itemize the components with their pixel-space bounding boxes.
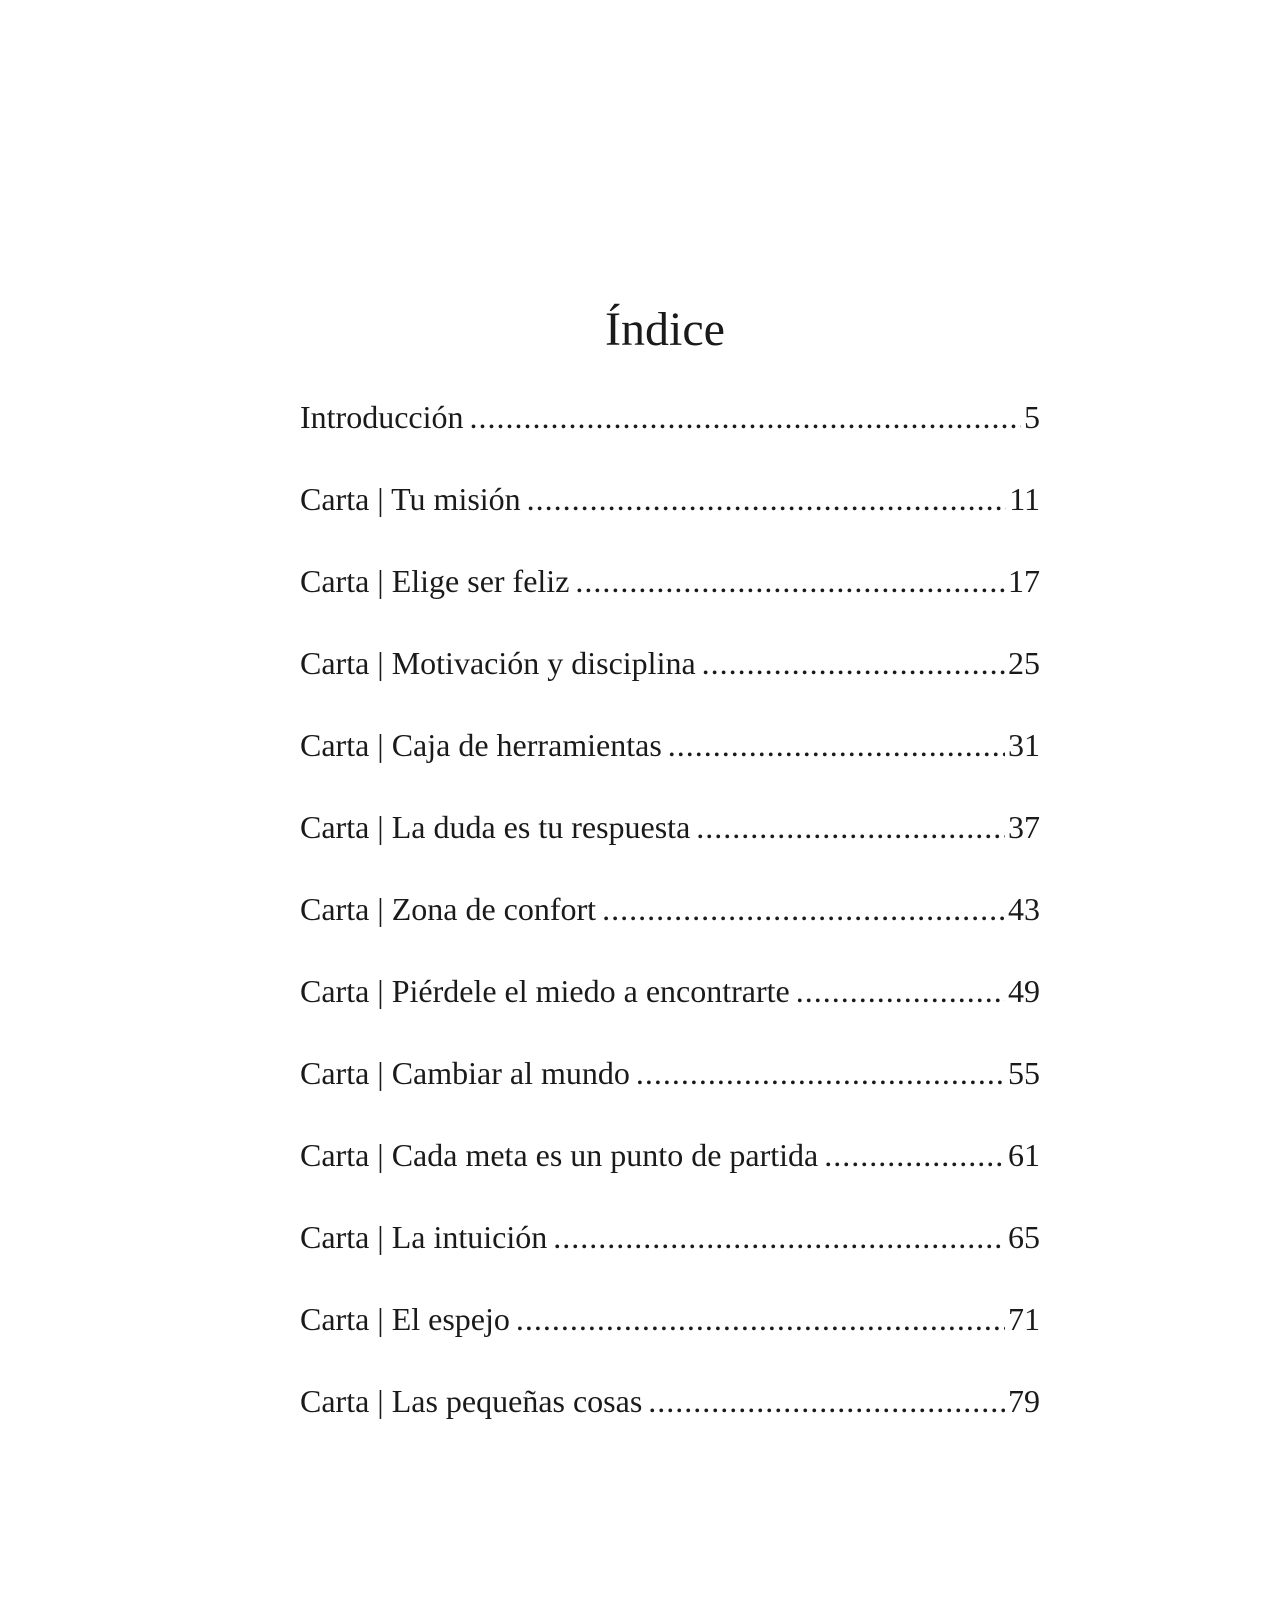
- toc-entry: [300, 397, 1040, 479]
- toc-dot-leader: [470, 397, 1022, 437]
- toc-entry-label: Carta | Motivación y disciplina: [300, 645, 696, 681]
- toc-dot-leader: [602, 889, 1005, 929]
- toc-dot-leader: [648, 1381, 1005, 1421]
- toc-entry-label: Carta | El espejo: [300, 1301, 510, 1337]
- toc-entry: [300, 725, 1040, 807]
- toc-entry-page: 25: [1008, 645, 1040, 681]
- toc-entry-page: 17: [1008, 563, 1040, 599]
- toc-entry-page: 61: [1008, 1137, 1040, 1173]
- toc-dot-leader: [796, 971, 1005, 1011]
- toc-entry-label: Carta | La intuición: [300, 1219, 548, 1255]
- toc-entry: [300, 479, 1040, 561]
- page-title: Índice: [605, 303, 725, 356]
- toc-dot-leader: [516, 1299, 1005, 1339]
- toc-dot-leader: [696, 807, 1005, 847]
- toc-entry-label: Carta | Piérdele el miedo a encontrarte: [300, 973, 790, 1009]
- toc-entry-page: 11: [1009, 481, 1040, 517]
- toc-entry-label: Carta | Elige ser feliz: [300, 563, 570, 599]
- toc-entry: [300, 1217, 1040, 1299]
- toc-entry: [300, 971, 1040, 1053]
- toc-entry: [300, 1381, 1040, 1463]
- toc-dot-leader: [824, 1135, 1005, 1175]
- toc-dot-leader: [553, 1217, 1005, 1257]
- toc-entry-label: Carta | Zona de confort: [300, 891, 597, 927]
- toc-entry-page: 37: [1008, 809, 1040, 845]
- toc-entry-label: Introducción: [300, 399, 464, 435]
- toc-entry-page: 49: [1008, 973, 1040, 1009]
- toc-entry-label: Carta | Las pequeñas cosas: [300, 1383, 643, 1419]
- toc-entry-page: 55: [1008, 1055, 1040, 1091]
- toc-entry-page: 31: [1008, 727, 1040, 763]
- toc-entry: [300, 1135, 1040, 1217]
- toc-entry-page: 5: [1024, 399, 1040, 435]
- toc-entry-page: 65: [1008, 1219, 1040, 1255]
- toc-entry-page: 71: [1008, 1301, 1040, 1337]
- toc-entry-page: 79: [1008, 1383, 1040, 1419]
- toc-entry-label: Carta | Cambiar al mundo: [300, 1055, 630, 1091]
- toc-entry-label: Carta | Caja de herramientas: [300, 727, 662, 763]
- toc-entry-label: Carta | Tu misión: [300, 481, 521, 517]
- toc-entry: [300, 889, 1040, 971]
- toc-entry-page: 43: [1008, 891, 1040, 927]
- toc-dot-leader: [527, 479, 1007, 519]
- toc-entry-label: Carta | La duda es tu respuesta: [300, 809, 691, 845]
- toc-entry: [300, 807, 1040, 889]
- toc-entry: [300, 643, 1040, 725]
- toc-entry: [300, 1299, 1040, 1381]
- toc-entry: [300, 1053, 1040, 1135]
- toc-dot-leader: [636, 1053, 1005, 1093]
- toc-dot-leader: [575, 561, 1005, 601]
- toc-entry: [300, 561, 1040, 643]
- table-of-contents: [300, 397, 1040, 1463]
- toc-entry-label: Carta | Cada meta es un punto de partida: [300, 1137, 819, 1173]
- toc-dot-leader: [668, 725, 1005, 765]
- toc-dot-leader: [702, 643, 1005, 683]
